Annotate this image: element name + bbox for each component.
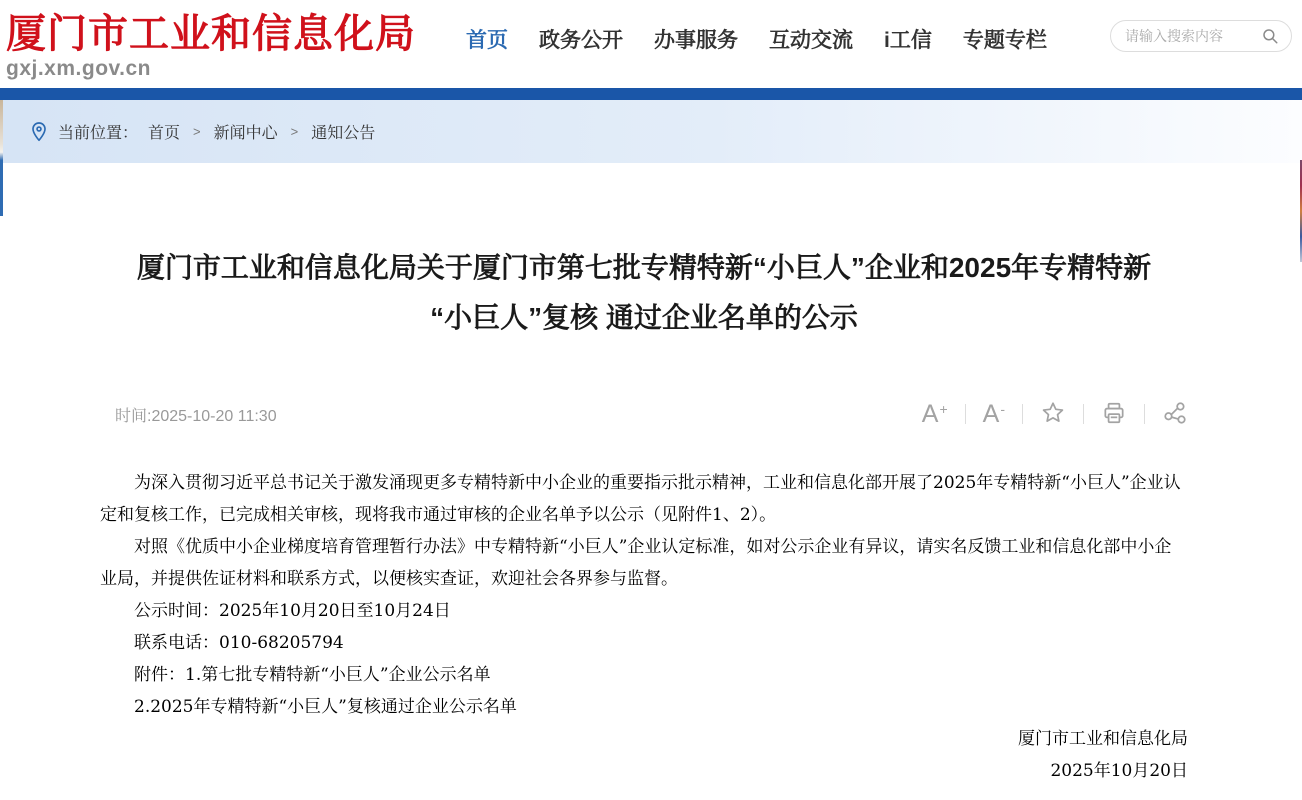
print-button[interactable] xyxy=(1101,400,1127,429)
breadcrumb-item-news-center[interactable]: 新闻中心 xyxy=(213,125,278,142)
printer-icon xyxy=(1101,400,1127,429)
site-logo xyxy=(6,11,458,81)
nav-item-services[interactable]: 办事服务 xyxy=(654,29,738,52)
share-icon xyxy=(1162,400,1188,429)
article-paragraph-contact-phone: 联系电话：010-68205794 xyxy=(134,633,344,653)
site-header xyxy=(0,0,1302,88)
search-icon[interactable] xyxy=(1261,27,1279,45)
nav-item-government-affairs[interactable]: 政务公开 xyxy=(539,29,623,52)
breadcrumb-separator: > xyxy=(193,124,201,139)
font-decrease-button[interactable]: A - xyxy=(982,399,1005,428)
article-meta-row xyxy=(100,397,1188,431)
breadcrumb xyxy=(0,100,1302,163)
signature-organization: 厦门市工业和信息化局 xyxy=(1018,729,1188,749)
share-button[interactable] xyxy=(1162,400,1188,429)
breadcrumb-separator: > xyxy=(290,124,299,139)
favorite-button[interactable] xyxy=(1040,400,1066,429)
star-icon xyxy=(1040,400,1066,429)
nav-item-special-topics[interactable]: 专题专栏 xyxy=(962,29,1047,52)
publish-time: 时间:2025-10-20 11:30 xyxy=(115,407,277,425)
font-increase-icon: A xyxy=(921,399,939,428)
left-edge-widget-sliver xyxy=(0,100,3,216)
site-logo-domain: gxj.xm.gov.cn xyxy=(6,57,151,80)
search-box xyxy=(1110,20,1292,52)
article-body xyxy=(100,467,1188,723)
breadcrumb-item-home[interactable]: 首页 xyxy=(148,125,181,142)
toolbar-divider xyxy=(965,404,966,424)
site-logo-title[interactable]: 厦门市工业和信息化局 xyxy=(6,10,416,57)
article-paragraph-public-period: 公示时间：2025年10月20日至10月24日 xyxy=(134,601,451,621)
attachment-link-1[interactable]: 附件：1.第七批专精特新“小巨人”企业公示名单 xyxy=(134,665,491,685)
nav-item-home[interactable]: 首页 xyxy=(466,29,508,52)
article-title-line1: 厦门市工业和信息化局关于厦门市第七批专精特新“小巨人”企业和2025年专精特新 xyxy=(136,252,1152,283)
location-pin-icon xyxy=(30,121,48,143)
article-toolbar xyxy=(922,400,1188,429)
nav-item-i-gongxin[interactable]: i工信 xyxy=(884,29,932,52)
toolbar-divider xyxy=(1022,404,1023,424)
article-paragraph: 对照《优质中小企业梯度培育管理暂行办法》中专精特新“小巨人”企业认定标准，如对公示企业有异议，请实名反馈工业和信息化部中小企业局，并提供佐证材料和联系方式，以便核实查证，欢迎社会各界参与监督。 xyxy=(100,537,1172,589)
article-title-line2: “小巨人”复核 通过企业名单的公示 xyxy=(430,302,858,333)
breadcrumb-item-notices[interactable]: 通知公告 xyxy=(311,125,376,142)
toolbar-divider xyxy=(1083,404,1084,424)
font-decrease-icon: A xyxy=(982,399,1000,428)
article-signature xyxy=(100,723,1188,787)
search-input[interactable] xyxy=(1123,27,1261,45)
attachment-link-2[interactable]: 2.2025年专精特新“小巨人”复核通过企业公示名单 xyxy=(134,697,517,717)
article-title xyxy=(100,243,1188,343)
article xyxy=(0,243,1302,787)
header-divider-bar xyxy=(0,88,1302,100)
article-paragraph: 为深入贯彻习近平总书记关于激发涌现更多专精特新中小企业的重要指示批示精神，工业和信息化部开展了2025年专精特新“小巨人”企业认定和复核工作，已完成相关审核，现将我市通过审核的企业名单予以公示（见附件1、2）。 xyxy=(100,473,1181,525)
font-increase-button[interactable]: A + xyxy=(921,399,948,428)
main-nav xyxy=(466,24,1047,54)
signature-date: 2025年10月20日 xyxy=(1050,761,1188,781)
nav-item-interaction[interactable]: 互动交流 xyxy=(769,29,853,52)
breadcrumb-label: 当前位置： xyxy=(58,125,139,142)
toolbar-divider xyxy=(1144,404,1145,424)
